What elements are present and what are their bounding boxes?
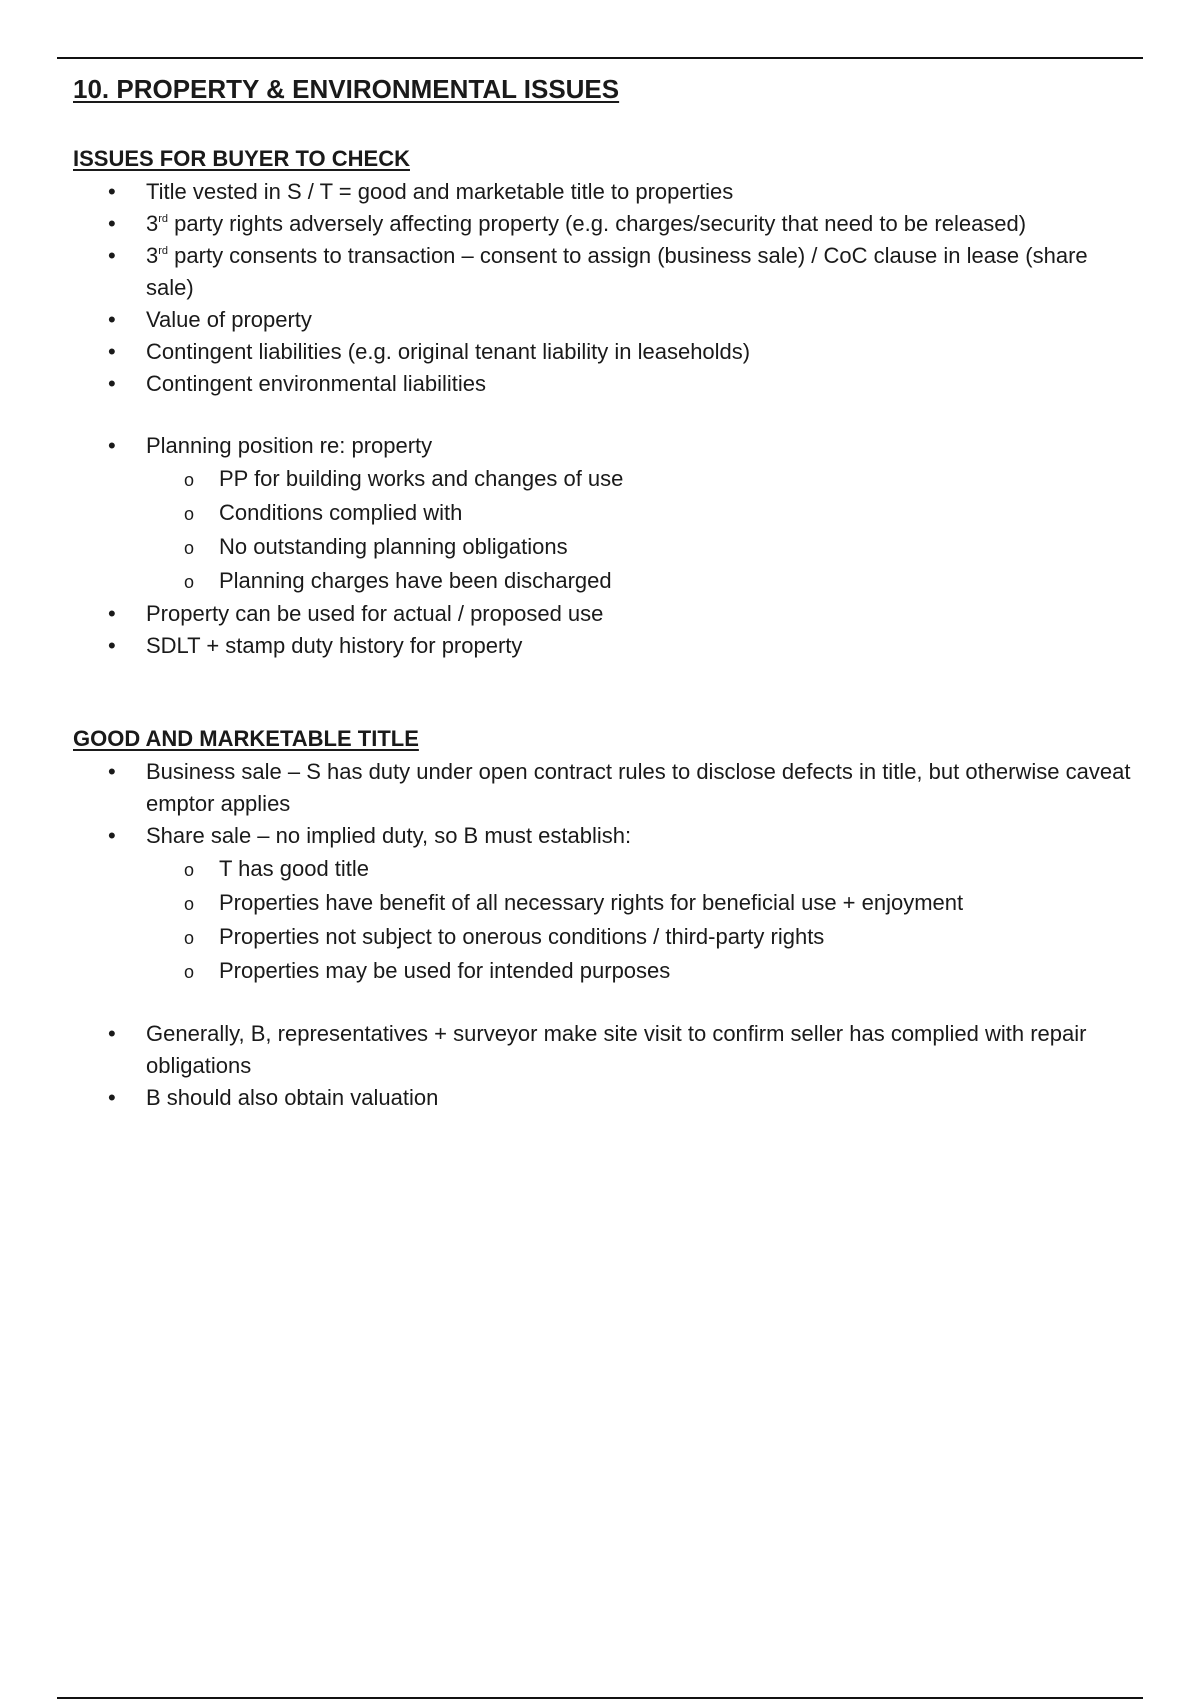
sub-list-item: o Planning charges have been discharged xyxy=(74,564,1133,598)
bottom-rule xyxy=(57,1697,1143,1699)
list-item: • SDLT + stamp duty history for property xyxy=(73,630,1133,662)
circle-bullet-icon: o xyxy=(184,538,195,558)
page-title: 10. PROPERTY & ENVIRONMENTAL ISSUES xyxy=(73,74,620,104)
list-item: • Generally, B, representatives + surveyor make site visit to confirm seller has complied with repair obligations xyxy=(73,1018,1133,1082)
sub-list-item: o Conditions complied with xyxy=(74,496,1133,530)
list-item-share-sale: • Share sale – no implied duty, so B must establish: o T has good title o Properties have benefit of all necessary rights for beneficial use + enjoyment o Properties not subject to onerous conditions / third-party rights o Properties may be used for intended purposes xyxy=(73,820,1133,988)
circle-bullet-icon: o xyxy=(184,504,195,524)
planning-list xyxy=(73,430,1133,662)
site-visit-list xyxy=(73,1018,1133,1114)
bullet-icon: • xyxy=(108,339,116,364)
bullet-icon: • xyxy=(108,243,116,268)
circle-bullet-icon: o xyxy=(184,928,195,948)
bullet-icon: • xyxy=(108,211,116,236)
circle-bullet-icon: o xyxy=(184,572,195,592)
list-item: • Property can be used for actual / proposed use xyxy=(73,598,1133,630)
bullet-icon: • xyxy=(108,823,116,848)
bullet-icon: • xyxy=(108,371,116,396)
sub-list-item: o T has good title xyxy=(74,852,1133,886)
sub-list-item: o No outstanding planning obligations xyxy=(74,530,1133,564)
circle-bullet-icon: o xyxy=(184,470,195,490)
list-item-planning: • Planning position re: property o PP for building works and changes of use o Conditions complied with o No outstanding planning obligations o Planning charges have been discharged xyxy=(73,430,1133,598)
planning-sublist xyxy=(146,462,1133,598)
bullet-icon: • xyxy=(108,601,116,626)
good-title-list xyxy=(73,756,1133,988)
share-sale-sublist xyxy=(146,852,1133,988)
bullet-icon: • xyxy=(108,633,116,658)
list-item: • 3rd party consents to transaction – consent to assign (business sale) / CoC clause in lease (share sale) xyxy=(73,240,1133,304)
sub-list-item: o Properties have benefit of all necessary rights for beneficial use + enjoyment xyxy=(74,886,1133,920)
buyer-check-list xyxy=(73,176,1133,400)
bullet-icon: • xyxy=(108,1021,116,1046)
list-item: • Value of property xyxy=(73,304,1133,336)
document-body xyxy=(73,72,1133,1114)
top-rule xyxy=(57,57,1143,59)
bullet-icon: • xyxy=(108,179,116,204)
bullet-icon: • xyxy=(108,1085,116,1110)
list-item: • B should also obtain valuation xyxy=(73,1082,1133,1114)
list-item: • 3rd party rights adversely affecting property (e.g. charges/security that need to be released) xyxy=(73,208,1133,240)
list-item: • Contingent environmental liabilities xyxy=(73,368,1133,400)
section-heading-good-title: GOOD AND MARKETABLE TITLE xyxy=(73,726,419,751)
list-item: • Business sale – S has duty under open contract rules to disclose defects in title, but otherwise caveat emptor applies xyxy=(73,756,1133,820)
list-item: • Title vested in S / T = good and marketable title to properties xyxy=(73,176,1133,208)
circle-bullet-icon: o xyxy=(184,894,195,914)
bullet-icon: • xyxy=(108,433,116,458)
sub-list-item: o Properties may be used for intended purposes xyxy=(74,954,1133,988)
bullet-icon: • xyxy=(108,307,116,332)
circle-bullet-icon: o xyxy=(184,962,195,982)
circle-bullet-icon: o xyxy=(184,860,195,880)
sub-list-item: o Properties not subject to onerous conditions / third-party rights xyxy=(74,920,1133,954)
section-heading-buyer-check: ISSUES FOR BUYER TO CHECK xyxy=(73,146,410,171)
sub-list-item: o PP for building works and changes of use xyxy=(74,462,1133,496)
bullet-icon: • xyxy=(108,759,116,784)
list-item: • Contingent liabilities (e.g. original tenant liability in leaseholds) xyxy=(73,336,1133,368)
